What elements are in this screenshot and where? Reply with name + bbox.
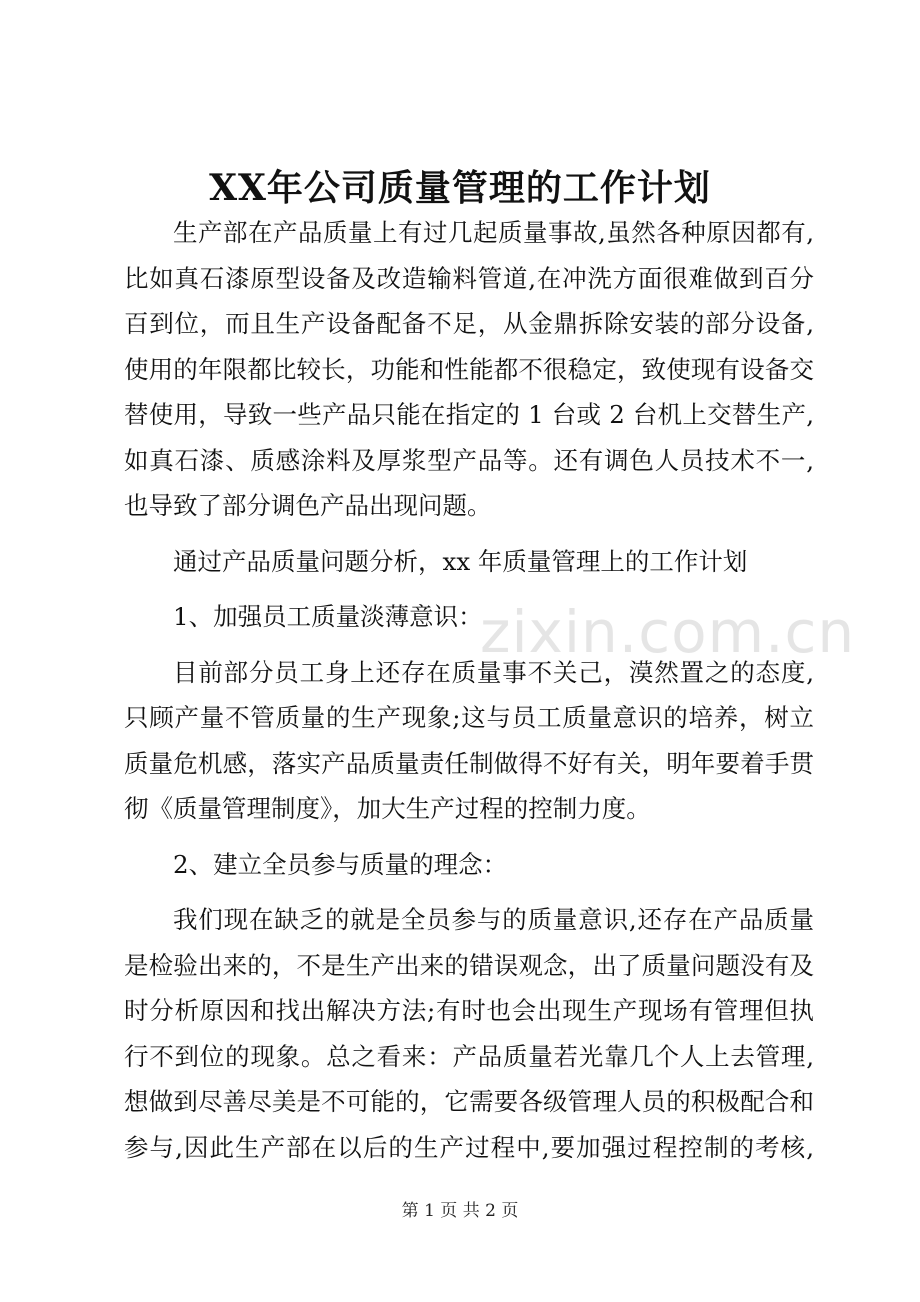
paragraph-line: 目前部分员工身上还存在质量事不关己，漠然置之的态度, <box>173 657 814 687</box>
paragraph-line: 彻《质量管理制度》，加大生产过程的控制力度。 <box>124 794 651 823</box>
paragraph-line: 百到位，而且生产设备配备不足，从金鼎拆除安装的部分设备, <box>124 309 814 338</box>
paragraph-line: 如真石漆、质感涂料及厚浆型产品等。还有调色人员技术不一, <box>124 445 814 475</box>
paragraph-line: 参与,因此生产部在以后的生产过程中,要加强过程控制的考核, <box>124 1132 814 1162</box>
paragraph-line: 时分析原因和找出解决方法;有时也会出现生产现场有管理但执 <box>124 996 814 1025</box>
paragraph-line: 比如真石漆原型设备及改造输料管道,在冲洗方面很难做到百分 <box>124 263 814 293</box>
paragraph-line: 通过产品质量问题分析，xx 年质量管理上的工作计划 <box>173 546 748 576</box>
page-footer: 第 1 页 共 2 页 <box>401 1201 519 1221</box>
paragraph-line: 生产部在产品质量上有过几起质量事故,虽然各种原因都有, <box>173 218 814 247</box>
paragraph-line: 是检验出来的，不是生产出来的错误观念，出了质量问题没有及 <box>124 950 814 980</box>
paragraph-line: 想做到尽善尽美是不可能的，它需要各级管理人员的积极配合和 <box>124 1087 814 1116</box>
paragraph-line: 我们现在缺乏的就是全员参与的质量意识,还存在产品质量 <box>173 905 814 934</box>
paragraph-line: 只顾产量不管质量的生产现象;这与员工质量意识的培养，树立 <box>124 703 814 732</box>
document-title: XX年公司质量管理的工作计划 <box>209 167 711 209</box>
section-heading: 2、建立全员参与质量的理念： <box>173 849 508 879</box>
section-heading: 1、加强员工质量淡薄意识： <box>173 602 483 631</box>
paragraph-line: 使用的年限都比较长，功能和性能都不很稳定，致使现有设备交 <box>124 354 814 384</box>
paragraph-line: 质量危机感，落实产品质量责任制做得不好有关，明年要着手贯 <box>124 748 814 778</box>
watermark-text: zixin.com.cn <box>480 598 856 666</box>
paragraph-line: 替使用，导致一些产品只能在指定的 1 台或 2 台机上交替生产, <box>124 400 814 429</box>
document-body <box>124 210 814 1170</box>
paragraph-line: 行不到位的现象。总之看来：产品质量若光靠几个人上去管理, <box>124 1041 814 1071</box>
paragraph-line: 也导致了部分调色产品出现问题。 <box>124 491 492 520</box>
